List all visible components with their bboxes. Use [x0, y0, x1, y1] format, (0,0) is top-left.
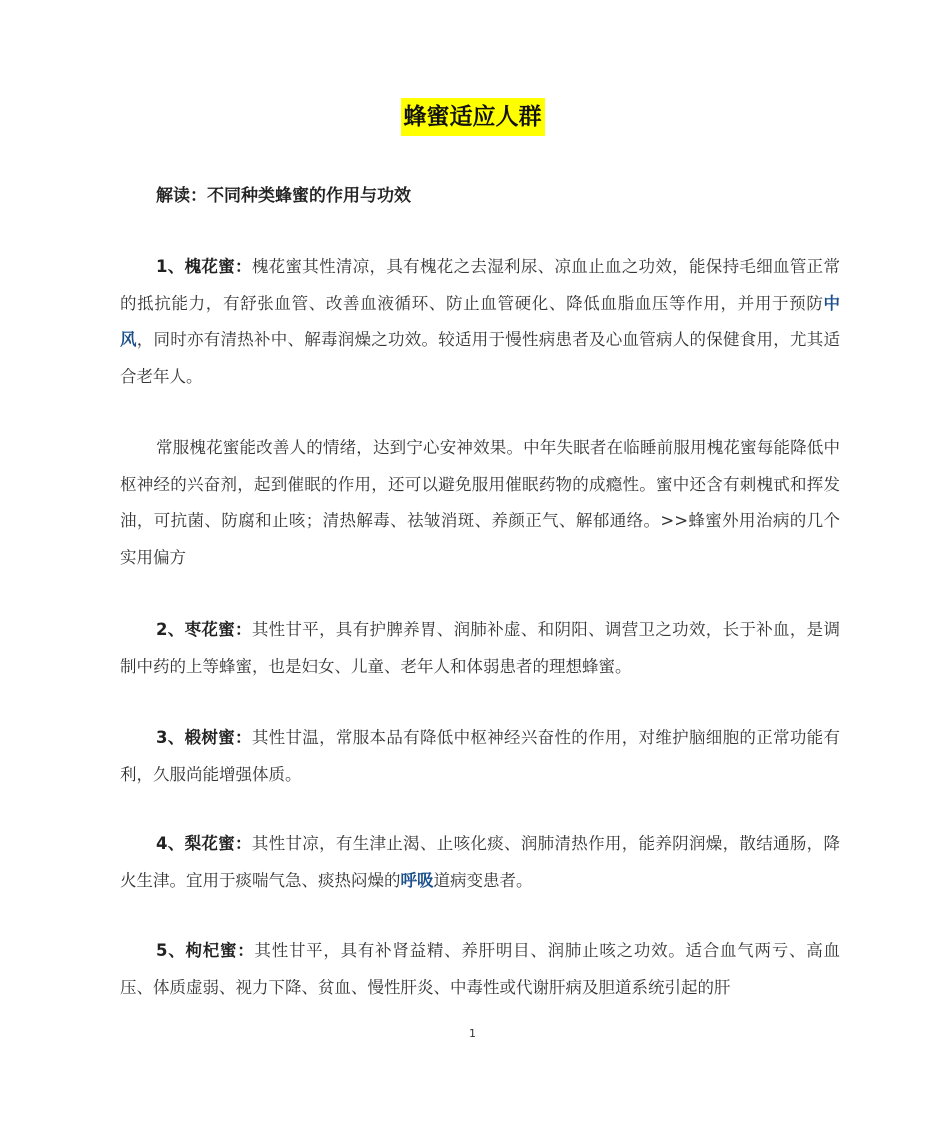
paragraph-label: 4、梨花蜜：: [156, 834, 252, 853]
paragraph-text: ，同时亦有清热补中、解毒润燥之功效。较适用于慢性病患者及心血管病人的保健食用，尤其适合老年人。: [120, 330, 840, 387]
paragraph-pear-honey: [120, 826, 840, 899]
paragraph-text: 其性甘温，常服本品有降低中枢神经兴奋性的作用，对维护脑细胞的正常功能有利，久服尚能增强体质。: [120, 728, 840, 784]
paragraph-text: 槐花蜜其性清凉，具有槐花之去湿利尿、凉血止血之功效，能保持毛细血管正常的抵抗能力，有舒张血管、改善血液循环、防止血管硬化、降低血脂血压等作用，并用于预防: [120, 257, 840, 313]
link-stroke[interactable]: 中风: [120, 293, 840, 350]
paragraph-text: 道病变患者。: [433, 870, 533, 890]
paragraph-text: 其性甘平，具有护脾养胃、润肺补虚、和阴阳、调营卫之功效，长于补血，是调制中药的上等蜂蜜，也是妇女、儿童、老年人和体弱患者的理想蜂蜜。: [120, 620, 840, 676]
paragraph-label: 5、枸杞蜜：: [156, 941, 255, 960]
paragraph-jujube-honey: [120, 612, 840, 685]
page-title: 蜂蜜适应人群: [401, 98, 545, 136]
paragraph-acacia-honey: [120, 249, 840, 396]
paragraph-linden-honey: [120, 720, 840, 793]
page-number: 1: [469, 1027, 476, 1040]
paragraph-label: 1、槐花蜜：: [156, 257, 252, 276]
link-respiratory[interactable]: 呼吸: [400, 870, 434, 890]
paragraph-text: 其性甘平，具有补肾益精、养肝明目、润肺止咳之功效。适合血气两亏、高血压、体质虚弱、视力下降、贫血、慢性肝炎、中毒性或代谢肝病及胆道系统引起的肝: [120, 941, 841, 997]
paragraph-label: 2、枣花蜜：: [156, 620, 252, 639]
title-wrap: [0, 98, 945, 136]
paragraph-label: 3、椴树蜜：: [156, 728, 252, 747]
paragraph-text: 常服槐花蜜能改善人的情绪，达到宁心安神效果。中年失眠者在临睡前服用槐花蜜每能降低中枢神经的兴奋剂，起到催眠的作用，还可以避免服用催眠药物的成瘾性。蜜中还含有刺槐甙和挥发油，可抗菌、防腐和止咳；清热解毒、祛皱消斑、养颜正气、解郁通络。>>蜂蜜外用治病的几个实用偏方: [120, 438, 840, 568]
paragraph-goji-honey: [120, 933, 840, 1006]
paragraph-acacia-honey-benefits: [120, 430, 840, 577]
paragraph-text: 其性甘凉，有生津止渴、止咳化痰、润肺清热作用，能养阴润燥，散结通肠，降火生津。宜用于痰喘气急、痰热闷燥的: [120, 834, 840, 890]
subtitle: 解读：不同种类蜂蜜的作用与功效: [156, 186, 411, 206]
